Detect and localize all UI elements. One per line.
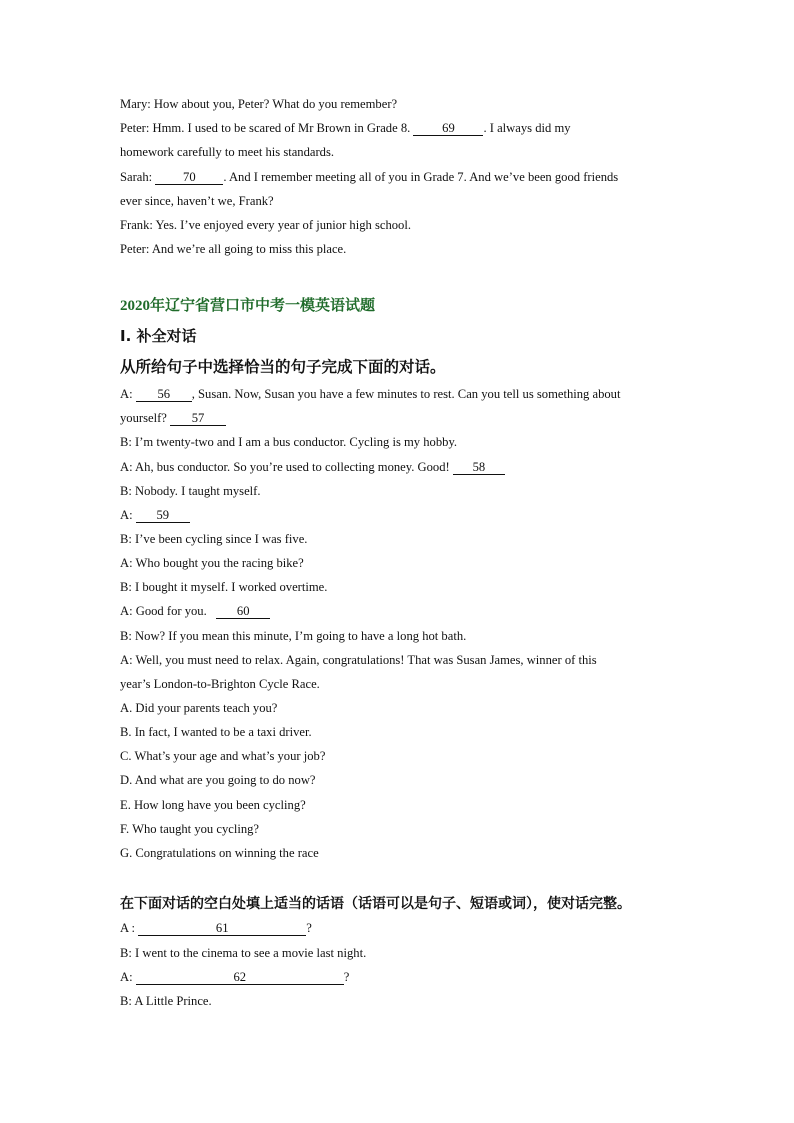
dialogue-line: A: 59	[120, 507, 190, 523]
dialogue-line: B: Now? If you mean this minute, I’m going to have a long hot bath.	[120, 629, 467, 643]
dialogue-line: A : 61 ?	[120, 921, 312, 935]
option-item: E. How long have you been cycling?	[120, 798, 306, 812]
dialogue-line: A: Good for you. 60	[120, 603, 270, 619]
dialogue-line: B: Nobody. I taught myself.	[120, 484, 261, 498]
blank-70: 70	[155, 170, 223, 185]
text-line: homework carefully to meet his standards.	[120, 145, 335, 159]
dialogue-line: B: I’ve been cycling since I was five.	[120, 532, 308, 546]
section-heading: Ⅰ. 补全对话	[120, 327, 197, 345]
exam-title: 2020年辽宁省营口市中考一模英语试题	[120, 298, 376, 314]
dialogue-line: B: I’m twenty-two and I am a bus conductor. Cycling is my hobby.	[120, 435, 458, 449]
blank-60: 60	[216, 604, 270, 619]
text-line: Peter: And we’re all going to miss this place.	[120, 242, 347, 256]
dialogue-line: B: A Little Prince.	[120, 994, 212, 1008]
blank-61: 61	[138, 921, 306, 936]
dialogue-line: B: I went to the cinema to see a movie last night.	[120, 946, 367, 960]
option-item: G. Congratulations on winning the race	[120, 846, 319, 860]
dialogue-line: yourself? 57	[120, 410, 226, 426]
blank-57: 57	[170, 411, 226, 426]
dialogue-line: A: Who bought you the racing bike?	[120, 556, 304, 570]
blank-69: 69	[413, 121, 483, 136]
option-item: F. Who taught you cycling?	[120, 822, 260, 836]
dialogue-line: year’s London-to-Brighton Cycle Race.	[120, 677, 320, 691]
instruction: 在下面对话的空白处填上适当的话语（话语可以是句子、短语或词），使对话完整。	[120, 896, 631, 912]
dialogue-line: A: Well, you must need to relax. Again, congratulations! That was Susan James, winner of this	[120, 653, 597, 667]
option-item: C. What’s your age and what’s your job?	[120, 749, 326, 763]
text-line: Mary: How about you, Peter? What do you remember?	[120, 97, 398, 111]
option-item: A. Did your parents teach you?	[120, 701, 278, 715]
blank-56: 56	[136, 387, 192, 402]
dialogue-line: A: 56 , Susan. Now, Susan you have a few minutes to rest. Can you tell us something about	[120, 387, 621, 401]
text-line: Frank: Yes. I’ve enjoyed every year of junior high school.	[120, 218, 411, 232]
option-item: B. In fact, I wanted to be a taxi driver.	[120, 725, 312, 739]
text-line: Sarah: 70 . And I remember meeting all of you in Grade 7. And we’ve been good friends	[120, 170, 619, 184]
option-item: D. And what are you going to do now?	[120, 773, 316, 787]
dialogue-line: A: Ah, bus conductor. So you’re used to collecting money. Good! 58	[120, 459, 505, 475]
text-line: ever since, haven’t we, Frank?	[120, 194, 274, 208]
blank-58: 58	[453, 460, 505, 475]
blank-59: 59	[136, 508, 190, 523]
blank-62: 62	[136, 970, 344, 985]
instruction: 从所给句子中选择恰当的句子完成下面的对话。	[120, 358, 446, 376]
dialogue-line: B: I bought it myself. I worked overtime.	[120, 580, 328, 594]
text-line: Peter: Hmm. I used to be scared of Mr Brown in Grade 8. 69 . I always did my	[120, 121, 571, 135]
dialogue-line: A: 62 ?	[120, 970, 350, 984]
